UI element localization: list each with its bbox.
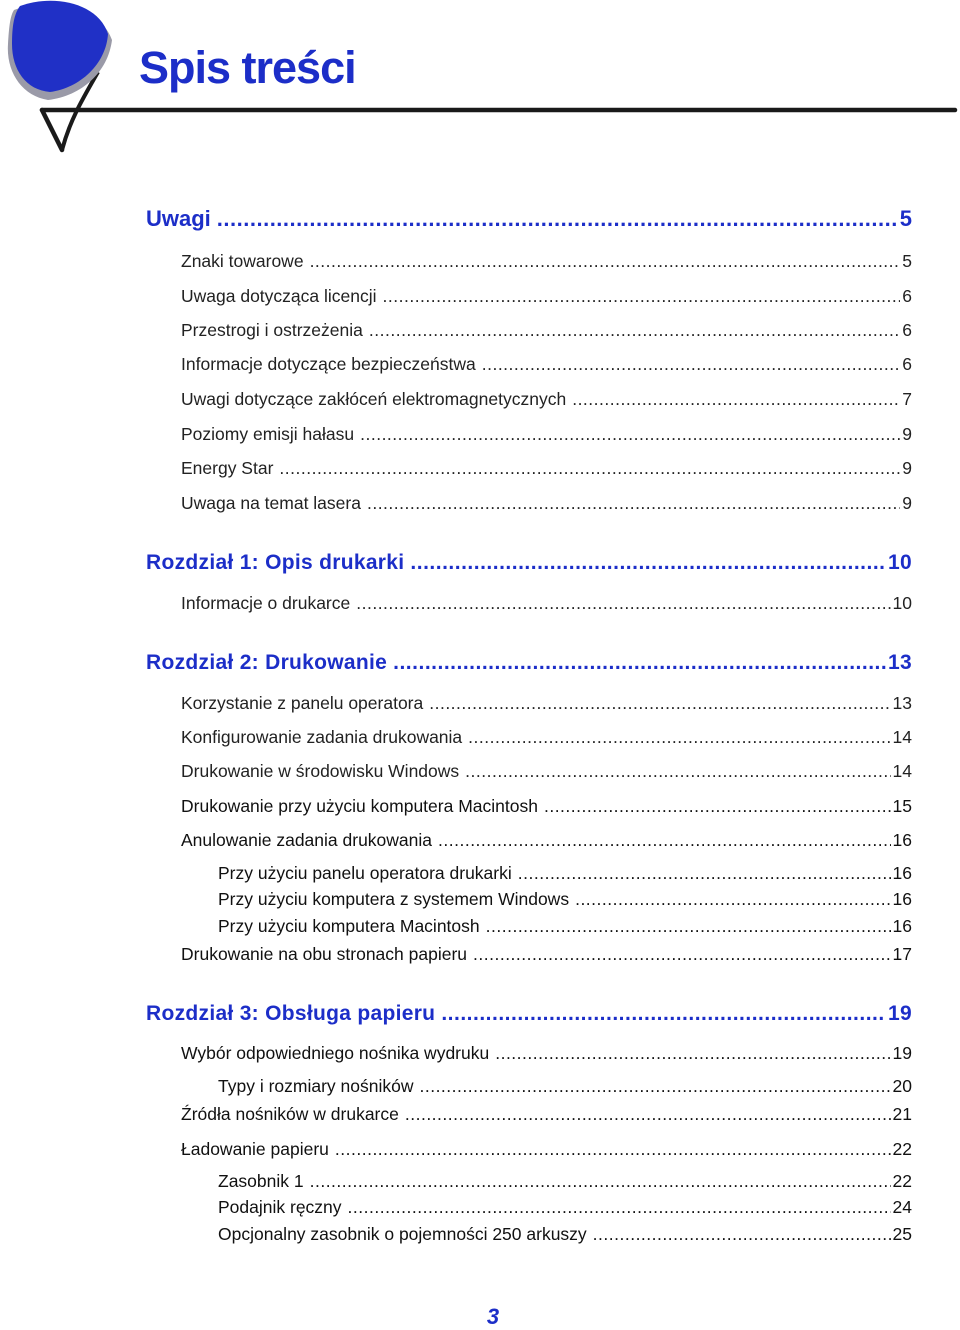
toc-leader	[383, 286, 901, 307]
toc-page-number: 7	[902, 389, 912, 409]
toc-page-number: 13	[888, 651, 912, 674]
toc-entry-title: Zasobnik 1	[218, 1171, 304, 1191]
toc-entry-title: Korzystanie z panelu operatora	[181, 693, 424, 713]
toc-entry[interactable]	[181, 830, 912, 851]
toc-entry[interactable]	[181, 389, 912, 410]
toc-page-number: 17	[892, 944, 912, 964]
toc-leader	[367, 493, 900, 514]
toc-chapter[interactable]	[146, 651, 912, 675]
toc-entry-title: Znaki towarowe	[181, 251, 304, 271]
toc-leader	[593, 1224, 891, 1245]
toc-entry-title: Przestrogi i ostrzeżenia	[181, 320, 363, 340]
toc-leader	[419, 1076, 890, 1097]
toc-leader	[473, 944, 891, 965]
toc-page-number: 9	[902, 493, 912, 513]
toc-entry[interactable]	[181, 354, 912, 375]
toc-entry-title: Uwagi dotyczące zakłóceń elektromagnetycznych	[181, 389, 567, 409]
toc-page-number: 9	[902, 458, 912, 478]
toc-subentry[interactable]	[218, 889, 912, 910]
toc-entry[interactable]	[181, 251, 912, 272]
page-title: Spis treści	[139, 42, 356, 93]
toc-page-number: 14	[892, 761, 912, 781]
toc-leader	[360, 424, 900, 445]
toc-page-number: 13	[892, 693, 912, 713]
toc-page-number: 6	[902, 286, 912, 306]
toc-entry-title: Rozdział 2: Drukowanie	[146, 651, 388, 674]
toc-entry-title: Przy użyciu komputera z systemem Windows	[218, 889, 570, 909]
toc-page-number: 5	[899, 206, 912, 231]
toc-leader	[482, 354, 901, 375]
toc-page-number: 15	[892, 796, 912, 816]
toc-entry-title: Typy i rozmiary nośników	[218, 1076, 414, 1096]
toc-page-number: 22	[892, 1139, 912, 1159]
toc-page-number: 22	[892, 1171, 912, 1191]
toc-page-number: 10	[888, 551, 912, 574]
toc-entry[interactable]	[181, 286, 912, 307]
toc-chapter[interactable]	[146, 1002, 912, 1026]
toc-leader	[310, 1171, 891, 1192]
toc-leader	[465, 761, 890, 782]
toc-subentry[interactable]	[218, 863, 912, 884]
toc-leader	[405, 1104, 891, 1125]
toc-leader	[279, 458, 900, 479]
toc-page-number: 16	[892, 916, 912, 936]
toc-entry-title: Źródła nośników w drukarce	[181, 1104, 399, 1124]
toc-entry-title: Poziomy emisji hałasu	[181, 424, 355, 444]
toc-subentry[interactable]	[218, 1197, 912, 1218]
toc-leader	[544, 796, 891, 817]
toc-entry[interactable]	[181, 1104, 912, 1125]
toc-entry-title: Przy użyciu komputera Macintosh	[218, 916, 480, 936]
toc-page-number: 19	[892, 1043, 912, 1063]
toc-section[interactable]	[146, 206, 912, 232]
toc-subentry[interactable]	[218, 916, 912, 937]
toc-page-number: 5	[902, 251, 912, 271]
toc-entry[interactable]	[181, 796, 912, 817]
page-number: 3	[486, 1304, 500, 1329]
toc-leader	[468, 727, 890, 748]
toc-entry-title: Drukowanie w środowisku Windows	[181, 761, 460, 781]
toc-leader	[438, 830, 891, 851]
toc-subentry[interactable]	[218, 1171, 912, 1192]
toc-entry-title: Konfigurowanie zadania drukowania	[181, 727, 463, 747]
toc-page-number: 21	[892, 1104, 912, 1124]
toc-chapter[interactable]	[146, 551, 912, 575]
toc-entry[interactable]	[181, 458, 912, 479]
toc-entry-title: Podajnik ręczny	[218, 1197, 342, 1217]
toc-page-number: 16	[892, 863, 912, 883]
toc-entry[interactable]	[181, 761, 912, 782]
toc-entry-title: Drukowanie na obu stronach papieru	[181, 944, 468, 964]
toc-entry-title: Energy Star	[181, 458, 274, 478]
toc-page-number: 16	[892, 889, 912, 909]
toc-entry-title: Informacje o drukarce	[181, 593, 351, 613]
toc-leader	[310, 251, 901, 272]
toc-leader	[348, 1197, 891, 1218]
toc-page-number: 19	[888, 1002, 912, 1025]
toc-entry-title: Ładowanie papieru	[181, 1139, 329, 1159]
toc-leader	[575, 889, 890, 910]
toc-entry-title: Uwagi	[146, 206, 211, 231]
toc-entry[interactable]	[181, 593, 912, 614]
toc-entry[interactable]	[181, 1139, 912, 1160]
toc-subentry[interactable]	[218, 1076, 912, 1097]
toc-entry[interactable]	[181, 320, 912, 341]
toc-entry[interactable]	[181, 693, 912, 714]
toc-page-number: 6	[902, 320, 912, 340]
toc-entry-title: Wybór odpowiedniego nośnika wydruku	[181, 1043, 490, 1063]
toc-page-number: 20	[892, 1076, 912, 1096]
toc-entry-title: Rozdział 3: Obsługa papieru	[146, 1002, 436, 1025]
toc-entry-title: Drukowanie przy użyciu komputera Macintosh	[181, 796, 538, 816]
toc-entry-title: Opcjonalny zasobnik o pojemności 250 arkuszy	[218, 1224, 587, 1244]
toc-leader	[429, 693, 890, 714]
toc-page-number: 16	[892, 830, 912, 850]
toc-entry[interactable]	[181, 727, 912, 748]
toc-entry[interactable]	[181, 493, 912, 514]
toc-leader	[495, 1043, 890, 1064]
toc-leader	[217, 206, 898, 232]
toc-page-number: 25	[892, 1224, 912, 1244]
toc-leader	[356, 593, 890, 614]
toc-page-number: 10	[892, 593, 912, 613]
toc-entry-title: Przy użyciu panelu operatora drukarki	[218, 863, 512, 883]
toc-page-number: 24	[892, 1197, 912, 1217]
toc-entry[interactable]	[181, 944, 912, 965]
toc-page-number: 6	[902, 354, 912, 374]
toc-page-number: 9	[902, 424, 912, 444]
toc-page-number: 14	[892, 727, 912, 747]
toc-entry-title: Uwaga dotycząca licencji	[181, 286, 377, 306]
toc-leader	[572, 389, 900, 410]
toc-leader	[393, 651, 886, 675]
toc-leader	[369, 320, 900, 341]
toc-leader	[410, 551, 886, 575]
toc-leader	[335, 1139, 891, 1160]
toc-entry-title: Uwaga na temat lasera	[181, 493, 361, 513]
toc-subentry[interactable]	[218, 1224, 912, 1245]
toc-leader	[518, 863, 891, 884]
toc-entry[interactable]	[181, 1043, 912, 1064]
toc-leader	[441, 1002, 886, 1026]
toc-leader	[486, 916, 891, 937]
toc-entry-title: Anulowanie zadania drukowania	[181, 830, 433, 850]
toc-entry-title: Rozdział 1: Opis drukarki	[146, 551, 405, 574]
toc-entry-title: Informacje dotyczące bezpieczeństwa	[181, 354, 476, 374]
toc-entry[interactable]	[181, 424, 912, 445]
